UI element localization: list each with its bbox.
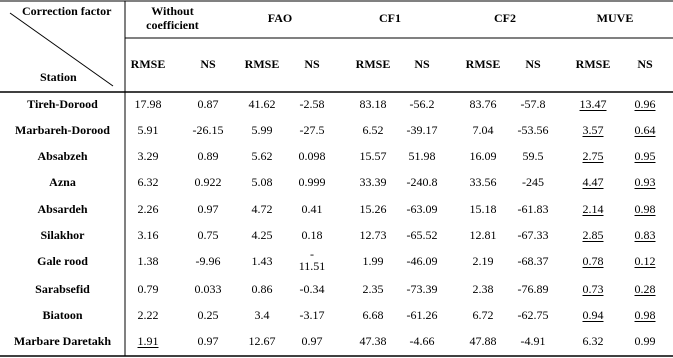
table-cell: 2.19 [472, 254, 494, 268]
table-cell: 1.99 [362, 254, 384, 268]
table-cell: 83.18 [359, 97, 387, 111]
table-cell: 6.32 [582, 334, 604, 348]
table-cell: 3.4 [254, 308, 270, 322]
table-cell: 0.922 [194, 175, 222, 189]
table-cell: -0.34 [299, 282, 325, 296]
subheader-rmse-1: RMSE [130, 57, 166, 71]
table-cell: 6.68 [362, 308, 384, 322]
station-name: Tireh-Dorood [27, 97, 98, 111]
table-cell: 41.62 [248, 97, 276, 111]
subheader-ns-2: NS [304, 57, 320, 71]
table-cell: -65.52 [406, 228, 438, 242]
table-cell: 6.72 [472, 308, 494, 322]
table-cell: 0.41 [301, 202, 323, 216]
station-name: Marbareh-Dorood [15, 123, 110, 137]
table-cell: 12.73 [359, 228, 387, 242]
table-cell: 0.28 [634, 282, 656, 296]
table-cell: 2.38 [472, 282, 494, 296]
station-name: Marbare Daretakh [13, 334, 112, 348]
table-cell: -76.89 [517, 282, 549, 296]
station-name: Absardeh [37, 202, 88, 216]
table-cell: -240.8 [406, 175, 438, 189]
subheader-rmse-2: RMSE [244, 57, 280, 71]
table-cell: -46.09 [406, 254, 438, 268]
table-cell: -245 [522, 175, 544, 189]
table-cell: 16.09 [469, 149, 497, 163]
group-header-cf2: CF2 [494, 11, 516, 25]
table-cell: 15.26 [359, 202, 387, 216]
table-cell: -73.39 [406, 282, 438, 296]
group-header-fao: FAO [267, 11, 293, 25]
table-cell: -62.75 [517, 308, 549, 322]
subheader-ns-5: NS [637, 57, 653, 71]
table-cell: -67.33 [517, 228, 549, 242]
table-cell: 5.91 [137, 123, 159, 137]
table-cell: 2.26 [137, 202, 159, 216]
table-cell: -57.8 [520, 97, 546, 111]
table-cell: 4.72 [251, 202, 273, 216]
subheader-ns-4: NS [525, 57, 541, 71]
table-cell: 2.35 [362, 282, 384, 296]
table-cell: -61.26 [406, 308, 438, 322]
table-cell: 0.97 [301, 334, 323, 348]
table-cell: -26.15 [192, 123, 224, 137]
table-cell: 2.22 [137, 308, 159, 322]
table-cell: 0.79 [137, 282, 159, 296]
group-header-muve: MUVE [596, 11, 634, 25]
table-cell: 12.81 [469, 228, 497, 242]
table-cell: 0.75 [197, 228, 219, 242]
table-cell: 6.32 [137, 175, 159, 189]
table-cell: 59.5 [522, 149, 544, 163]
table-cell: 47.88 [469, 334, 497, 348]
table-cell: 51.98 [408, 149, 436, 163]
table-cell: -4.66 [409, 334, 435, 348]
table-cell: 4.47 [582, 175, 604, 189]
table-cell: -27.5 [299, 123, 325, 137]
table-cell: 33.39 [359, 175, 387, 189]
table-cell: 0.64 [634, 123, 656, 137]
table-cell: 17.98 [134, 97, 162, 111]
station-name: Azna [49, 175, 76, 189]
table-cell: 7.04 [472, 123, 494, 137]
corner-bottom-label: Station [40, 70, 77, 84]
table-cell: 0.18 [301, 228, 323, 242]
subheader-ns-1: NS [200, 57, 216, 71]
table-cell: -39.17 [406, 123, 438, 137]
table-cell: 6.52 [362, 123, 384, 137]
table-cell: 0.98 [634, 308, 656, 322]
table-cell: -61.83 [517, 202, 549, 216]
table-cell: 0.033 [194, 282, 222, 296]
station-name: Biatoon [42, 308, 83, 322]
table-cell: -53.56 [517, 123, 549, 137]
table-cell: 1.38 [137, 254, 159, 268]
table-cell: 0.97 [197, 334, 219, 348]
table-cell: 3.16 [137, 228, 159, 242]
table-cell: 0.12 [634, 254, 656, 268]
subheader-rmse-4: RMSE [465, 57, 501, 71]
table-cell: 5.99 [251, 123, 273, 137]
table-cell: 5.08 [251, 175, 273, 189]
station-name: Gale rood [37, 254, 88, 268]
table-cell: -3.17 [299, 308, 325, 322]
table-cell: 1.43 [251, 254, 273, 268]
table-cell: 0.87 [197, 97, 219, 111]
table-cell: 47.38 [359, 334, 387, 348]
table-cell: 15.57 [359, 149, 387, 163]
table-cell: 1.91 [137, 334, 159, 348]
table-cell: 3.57 [582, 123, 604, 137]
subheader-rmse-5: RMSE [575, 57, 611, 71]
table-cell: 0.25 [197, 308, 219, 322]
table-cell: 0.96 [634, 97, 656, 111]
table-cell: 0.94 [582, 308, 604, 322]
station-name: Sarabsefid [35, 282, 90, 296]
table-cell: -4.91 [520, 334, 546, 348]
table-cell: 33.56 [469, 175, 497, 189]
corner-top-label: Correction factor [22, 4, 112, 18]
table-cell: 5.62 [251, 149, 273, 163]
group-header-cf1: CF1 [379, 11, 401, 25]
table-cell: 3.29 [137, 149, 159, 163]
subheader-rmse-3: RMSE [355, 57, 391, 71]
table-cell: 15.18 [469, 202, 497, 216]
table-cell: 2.14 [582, 202, 604, 216]
subheader-ns-3: NS [414, 57, 430, 71]
table-cell: 0.83 [634, 228, 656, 242]
table-cell: -63.09 [406, 202, 438, 216]
table-cell: 2.85 [582, 228, 604, 242]
table-cell: - 11.51 [298, 247, 326, 273]
table-cell: 0.098 [298, 149, 326, 163]
table-cell: 13.47 [579, 97, 607, 111]
table-cell: 0.999 [298, 175, 326, 189]
table-cell: 0.89 [197, 149, 219, 163]
table-cell: 0.78 [582, 254, 604, 268]
table-cell: -2.58 [299, 97, 325, 111]
table-cell: -9.96 [195, 254, 221, 268]
table-cell: 83.76 [469, 97, 497, 111]
station-name: Silakhor [40, 228, 85, 242]
station-name: Absabzeh [37, 149, 88, 163]
table-cell: 0.98 [634, 202, 656, 216]
table-cell: 2.75 [582, 149, 604, 163]
group-header-without-coefficient: Without coefficient [146, 4, 199, 32]
table-cell: 0.97 [197, 202, 219, 216]
table-cell: 0.99 [634, 334, 656, 348]
table-cell: -68.37 [517, 254, 549, 268]
table-cell: 4.25 [251, 228, 273, 242]
table-cell: 12.67 [248, 334, 276, 348]
table-cell: 0.86 [251, 282, 273, 296]
table-cell: 0.73 [582, 282, 604, 296]
table-cell: 0.93 [634, 175, 656, 189]
table-cell: 0.95 [634, 149, 656, 163]
table-cell: -56.2 [409, 97, 435, 111]
